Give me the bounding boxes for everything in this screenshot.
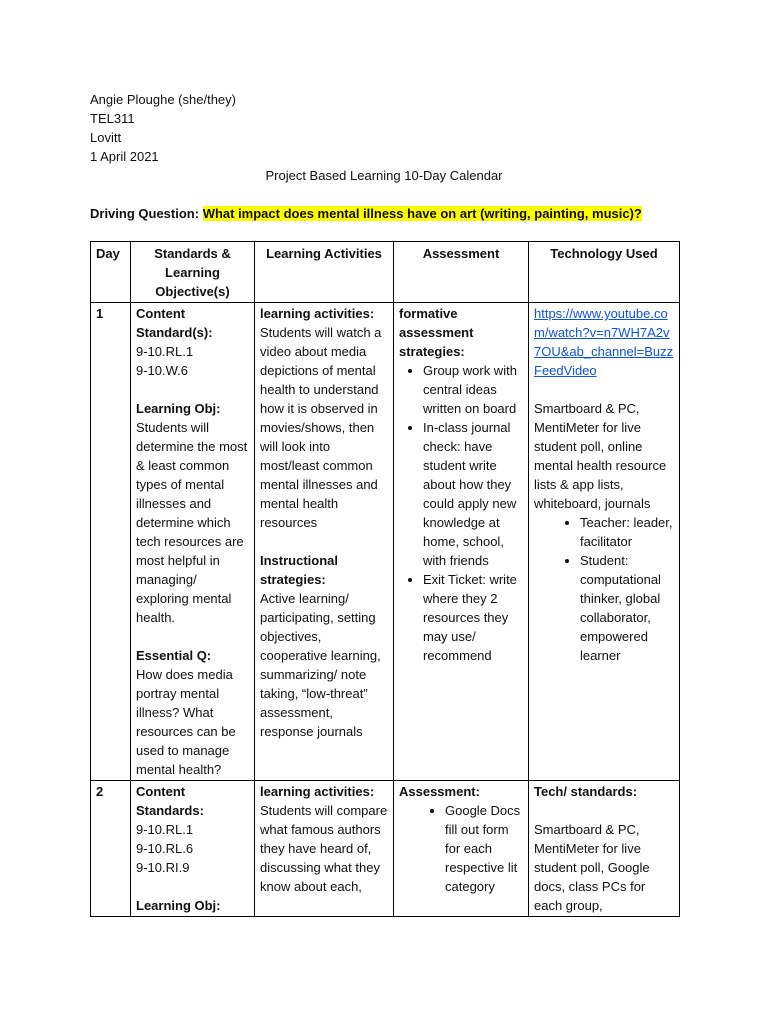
table-header-row bbox=[91, 242, 680, 303]
standard-code: 9-10.RL.1 bbox=[136, 822, 194, 837]
learning-obj-label: Learning Obj: bbox=[136, 898, 221, 913]
activities-text: Students will watch a video about media depictions of mental health to understand how it is observed in movies/shows, then will look into most/least common mental illnesses and mental health resources bbox=[260, 325, 382, 530]
header-assessment: Assessment bbox=[394, 242, 529, 303]
header-learning-activities: Learning Activities bbox=[255, 242, 394, 303]
day-number: 2 bbox=[96, 784, 104, 799]
instructor-name: Lovitt bbox=[90, 130, 122, 145]
learning-obj-text: Students will determine the most & least common types of mental illnesses and determine which tech resources are most helpful in managing/ exploring mental health. bbox=[136, 420, 248, 625]
assessment-label: Assessment: bbox=[399, 784, 480, 799]
activities-cell bbox=[255, 781, 394, 917]
header-technology: Technology Used bbox=[529, 242, 680, 303]
standard-code: 9-10.RL.1 bbox=[136, 344, 194, 359]
activities-label: learning activities: bbox=[260, 784, 375, 799]
tech-standards-label: Tech/ standards: bbox=[534, 784, 638, 799]
table-row bbox=[91, 781, 680, 917]
day-cell bbox=[91, 781, 131, 917]
assessment-label: formative assessment strategies: bbox=[399, 306, 474, 359]
standards-label: Content Standards: bbox=[136, 784, 204, 818]
essential-q-text: How does media portray mental illness? What resources can be used to manage mental health? bbox=[136, 667, 236, 777]
driving-question-text: What impact does mental illness have on art (writing, painting, music)? bbox=[202, 206, 642, 221]
list-item: • In-class journal check: have student write about how they could apply new knowledge at home, school, with friends bbox=[423, 418, 523, 570]
author-name: Angie Ploughe (she/they) bbox=[90, 92, 236, 107]
standard-code: 9-10.RL.6 bbox=[136, 841, 194, 856]
assessment-cell bbox=[394, 781, 529, 917]
header-day: Day bbox=[91, 242, 131, 303]
activities-text: Students will compare what famous authors they have heard of, discussing what they know about each, bbox=[260, 803, 388, 894]
document-date: 1 April 2021 bbox=[90, 149, 159, 164]
day-number: 1 bbox=[96, 306, 104, 321]
header-standards: Standards & Learning Objective(s) bbox=[131, 242, 255, 303]
youtube-link[interactable]: https://www.youtube.com/watch?v=n7WH7A2v7OU&ab_channel=BuzzFeedVideo bbox=[534, 306, 674, 378]
standards-cell bbox=[131, 781, 255, 917]
strategies-label: Instructional strategies: bbox=[260, 553, 339, 587]
standards-cell bbox=[131, 303, 255, 781]
driving-question-label: Driving Question: bbox=[90, 206, 200, 221]
day-cell bbox=[91, 303, 131, 781]
activities-cell bbox=[255, 303, 394, 781]
learning-obj-label: Learning Obj: bbox=[136, 401, 221, 416]
technology-cell bbox=[529, 303, 680, 781]
technology-cell bbox=[529, 781, 680, 917]
page-title: Project Based Learning 10-Day Calendar bbox=[265, 168, 503, 183]
technology-text: Smartboard & PC, MentiMeter for live student poll, Google docs, class PCs for each group, bbox=[534, 822, 650, 913]
list-item: • Teacher: leader, facilitator bbox=[580, 513, 674, 551]
assessment-cell bbox=[394, 303, 529, 781]
course-code: TEL311 bbox=[90, 111, 135, 126]
driving-question bbox=[90, 204, 642, 223]
standards-label: Content Standard(s): bbox=[136, 306, 213, 340]
essential-q-label: Essential Q: bbox=[136, 648, 212, 663]
calendar-table bbox=[90, 241, 680, 917]
activities-label: learning activities: bbox=[260, 306, 375, 321]
standard-code: 9-10.RI.9 bbox=[136, 860, 190, 875]
list-item: • Group work with central ideas written on board bbox=[423, 361, 523, 418]
document-header bbox=[90, 90, 236, 166]
list-item: • Google Docs fill out form for each respective lit category bbox=[445, 801, 523, 896]
strategies-text: Active learning/ participating, setting objectives, cooperative learning, summarizing/ note taking, “low-threat” assessment, response journals bbox=[260, 591, 381, 739]
table-row bbox=[91, 303, 680, 781]
standard-code: 9-10.W.6 bbox=[136, 363, 189, 378]
list-item: • Student: computational thinker, global collaborator, empowered learner bbox=[580, 551, 674, 665]
list-item: • Exit Ticket: write where they 2 resources they may use/ recommend bbox=[423, 570, 523, 665]
technology-text: Smartboard & PC, MentiMeter for live student poll, online mental health resource lists & app lists, whiteboard, journals bbox=[534, 401, 667, 511]
